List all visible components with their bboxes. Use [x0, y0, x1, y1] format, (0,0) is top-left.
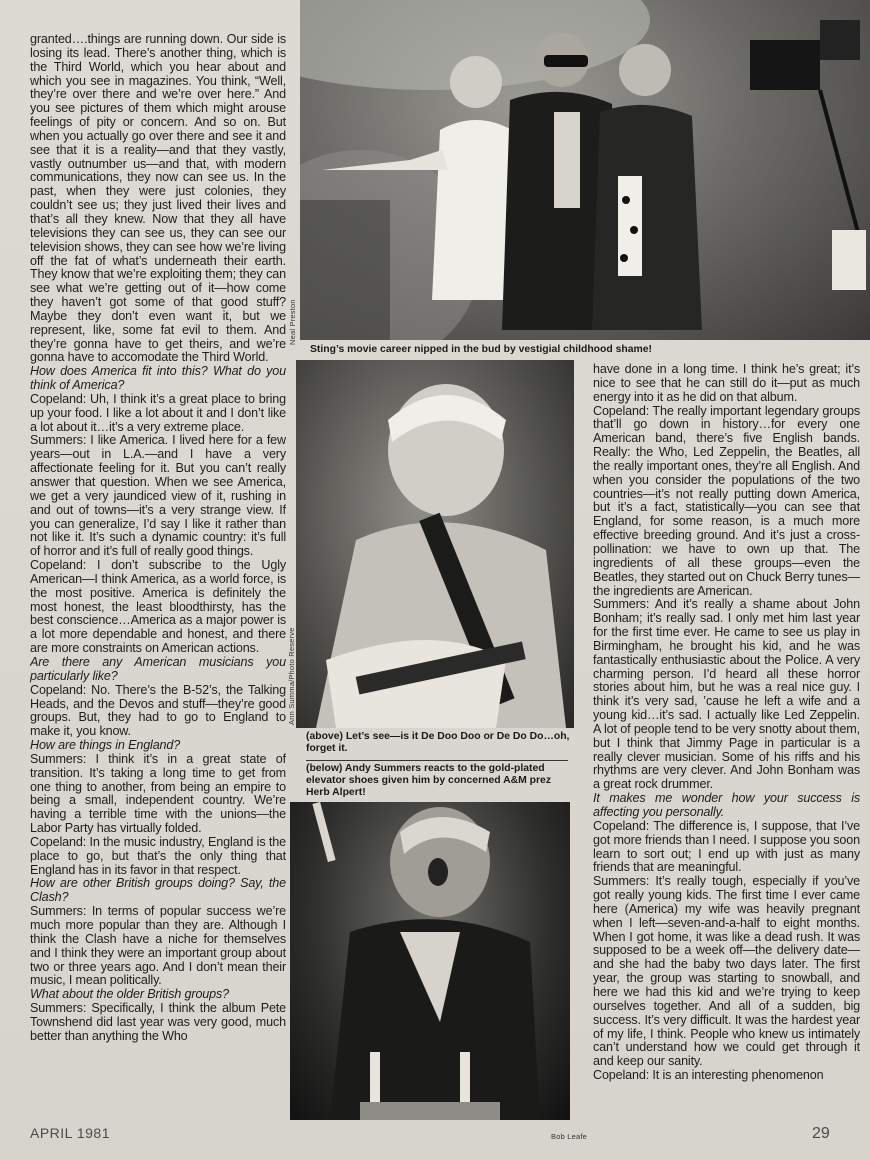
photo-credit-middle: Ann Summa/Photo Reserve	[287, 627, 296, 725]
left-text-column	[30, 33, 286, 1118]
caption-middle-photo: (above) Let’s see—is it De Doo Doo or De Do Do…oh, forget it.	[306, 731, 570, 754]
interview-question: How are other British groups doing? Say, the Clash?	[30, 876, 286, 905]
interview-question: How does America fit into this? What do you think of America?	[30, 364, 286, 393]
interview-paragraph: Copeland: In the music industry, England is the place to go, but that’s the only thing that England has in its favor in that respect.	[30, 834, 286, 877]
interview-paragraph: Summers: Specifically, I think the album Pete Townshend did last year was very good, much better than anything the Who	[30, 1001, 286, 1043]
page-number: 29	[812, 1125, 830, 1142]
interview-paragraph: Summers: And it’s really a shame about John Bonham; it’s really sad. I only met him last year for the first time ever. He came to see us play in Birmingham, he brought his kid, and he was fantastically enthusiastic about the Police. A very charming person. I’d heard all these horror stories about him, but he was a real nice guy. I think it’s very sad, ’cause he left a wife and a young kid…it’s sad. I actually like Led Zeppelin. A lot of people tend to be very snotty about them, but I think that Jimmy Page in particular is a really clever musician. Some of his riffs and his rhythms are very clever. And John Bonham was a great rock drummer.	[593, 597, 860, 792]
caption-divider	[306, 760, 568, 761]
interview-paragraph: Summers: It’s really tough, especially if you’ve got really young kids. The first time I ever came here (America) my wife was heavily pregnant when I left—seven-and-a-half to eight months. When I got home, it was like a dead rush. It was supposed to be a week off—the delivery date—and she had the baby two days later. The first year, the group was starting to snowball, and here we had this kid and we’re trying to keep ourselves together. And all of a sudden, big success. It’s very difficult. It was the hardest year of my life, I think. People who knew us intimately can’t understand how we could get through it and keep our sanity.	[593, 874, 860, 1069]
caption-bottom-photo: (below) Andy Summers reacts to the gold-plated elevator shoes given him by concerned A&M prez Herb Alpert!	[306, 763, 552, 798]
interview-paragraph: Copeland: No. There’s the B-52’s, the Talking Heads, and the Devos and stuff—they’re good groups. But, they had to go to England to make it, you know.	[30, 682, 286, 739]
guitarist-photo-middle-illustration	[296, 360, 574, 728]
performer-photo-bottom	[290, 802, 570, 1120]
guitarist-photo-middle	[296, 360, 574, 728]
interview-paragraph: Summers: I think it’s in a great state of transition. It’s taking a long time to get from one thing to another, from being an empire to being a small, independent country. We’re having a terrible time with the unions—the Labor Party has virtually folded.	[30, 751, 286, 836]
interview-paragraph: Copeland: I don’t subscribe to the Ugly American—I think America, as a world force, is the most positive. America is definitely the most honest, the least bloodthirsty, has the best conscience…America as a major power is a lot more dependable and honest, and there are more constraints on American actions.	[30, 558, 286, 656]
interview-question: How are things in England?	[30, 738, 181, 753]
performer-photo-bottom-illustration	[290, 802, 570, 1120]
issue-date: APRIL 1981	[30, 1125, 110, 1141]
band-photo-top-illustration	[300, 0, 870, 340]
right-text-column	[593, 363, 860, 1115]
interview-paragraph: Copeland: The difference is, I suppose, that I’ve got more friends than I need. I suppose you soon learn to sort out; I end up with just as many friends that are meaningful.	[593, 818, 860, 875]
interview-paragraph: Summers: I like America. I lived here for a few years—out in L.A.—and I have a very affectionate feeling for it. But you can’t really answer that question. When we see America, we get a very jaundiced view of it, rushing in and out of towns—it’s a very strange view. If you can generalize, I’d say I like it rather than not like it. It’s such a dynamic country: it’s full of horror and it’s full of really good things.	[30, 433, 286, 559]
caption-top-photo: Sting’s movie career nipped in the bud by vestigial childhood shame!	[310, 344, 652, 355]
interview-paragraph: Copeland: The really important legendary groups that’ll go down in history…for every one American band, there’s five English bands. Really: the Who, Led Zeppelin, the Beatles, all the really important ones, they’re all English. And when you consider the populations of the two countries—it’s not really putting down America, but it’s a fact, statistically—you can see that England, for some reason, is a much more effective breeding ground. And it’s just a cross-pollination: we have to own up that. The ingredients of all these groups—even the Beatles, they started out on Chuck Berry tunes—the ingredients are American.	[593, 403, 860, 598]
interview-paragraph: granted….things are running down. Our side is losing its lead. There’s another thing, which is the Third World, which you hear about and which you see in magazines. You think, “Well, they’re over there and we’re over here.” And you see pictures of them which might arouse feelings of pity or concern. And so on. But when you actually go over there and see it and see that it is a reality—and that they vastly, vastly outnumber us—and that, with modern communications, they now can see us. In the past, when they were just colonies, they couldn’t see us; they just lived their lives and that’s all they knew. Now that they all have televisions they can see us, they can see our television shows, they can see how we’re living off the fat of what’s underneath their earth. They know that we’re exploiting them; they can see what we’re getting out of it—how come they haven’t got some of that good stuff? Maybe they don’t even want it, but we represent, like, some fat evil to them. And they’re gonna have to get theirs, and we’re gonna have to accomodate the Third World.	[30, 33, 286, 365]
interview-paragraph: Copeland: Uh, I think it’s a great place to bring up your food. I like a lot about it and I don’t like a lot about it…it’s a very extreme place.	[30, 391, 286, 434]
interview-paragraph: Copeland: It is an interesting phenomenon	[593, 1068, 824, 1083]
interview-paragraph: Summers: In terms of popular success we’re much more popular than they are. Although I think the Clash have a niche for themselves and I think they were an important group about two or three years ago. And I don’t mean their music, I mean politically.	[30, 904, 286, 988]
band-photo-top	[300, 0, 870, 340]
interview-question: Are there any American musicians you particularly like?	[30, 654, 286, 683]
interview-question: What about the older British groups?	[30, 987, 230, 1002]
photo-credit-top: Neal Preston	[288, 299, 297, 345]
interview-question: It makes me wonder how your success is affecting you personally.	[593, 791, 860, 819]
photo-credit-bottom: Bob Leafe	[551, 1132, 587, 1141]
interview-paragraph: have done in a long time. I think he’s great; it’s nice to see that he can still do it—put as much energy into it as he did on that album.	[593, 363, 860, 404]
